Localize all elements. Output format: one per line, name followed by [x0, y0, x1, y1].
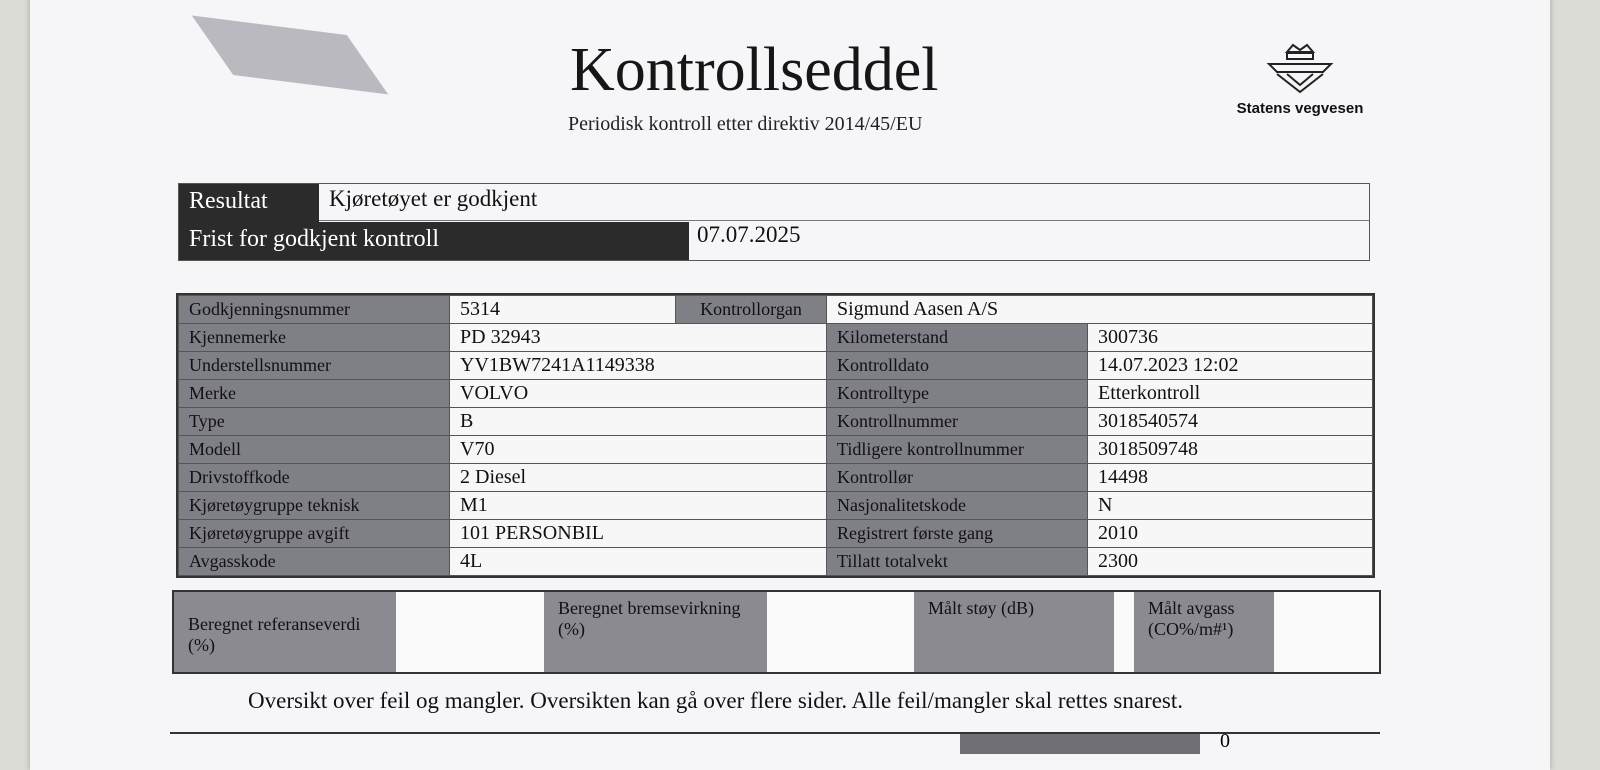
- vehicle-info-table: [176, 293, 1375, 578]
- table-row: [179, 380, 1373, 408]
- field-label: Kontrollnummer: [827, 408, 1088, 436]
- field-label: Type: [179, 408, 450, 436]
- exhaust-label: Målt avgass (CO%/m#¹): [1134, 592, 1274, 672]
- field-value: 3018509748: [1088, 436, 1373, 464]
- field-label: Registrert første gang: [827, 520, 1088, 548]
- field-value: 2 Diesel: [450, 464, 827, 492]
- result-label: Resultat: [179, 184, 319, 222]
- table-row: [179, 324, 1373, 352]
- field-label: Kontrolldato: [827, 352, 1088, 380]
- table-row: [179, 296, 1373, 324]
- field-value: 14.07.2023 12:02: [1088, 352, 1373, 380]
- defects-count: 0: [1220, 730, 1230, 752]
- field-value: N: [1088, 492, 1373, 520]
- field-value: 2010: [1088, 520, 1373, 548]
- field-label: Drivstoffkode: [179, 464, 450, 492]
- field-value: 3018540574: [1088, 408, 1373, 436]
- field-label: Kontrollør: [827, 464, 1088, 492]
- field-label: Understellsnummer: [179, 352, 450, 380]
- table-row: [179, 408, 1373, 436]
- field-value: 300736: [1088, 324, 1373, 352]
- reference-value-label: Beregnet referanseverdi (%): [174, 592, 396, 672]
- field-label: Merke: [179, 380, 450, 408]
- table-row: [179, 436, 1373, 464]
- overview-text: Oversikt over feil og mangler. Oversikten kan gå over flere sider. Alle feil/mangler skal rettes snarest.: [248, 688, 1184, 713]
- field-value: 4L: [450, 548, 827, 576]
- field-value: V70: [450, 436, 827, 464]
- decorative-stripe: [192, 16, 388, 95]
- field-label: Nasjonalitetskode: [827, 492, 1088, 520]
- table-row: [179, 464, 1373, 492]
- field-value: Etterkontroll: [1088, 380, 1373, 408]
- deadline-label: Frist for godkjent kontroll: [179, 222, 689, 260]
- field-label: Kjennemerke: [179, 324, 450, 352]
- noise-label: Målt støy (dB): [914, 592, 1114, 672]
- field-label: Modell: [179, 436, 450, 464]
- field-label: Kjøretøygruppe avgift: [179, 520, 450, 548]
- logo-text: Statens vegvesen: [1236, 100, 1364, 117]
- table-row: [179, 520, 1373, 548]
- control-body-value: Sigmund Aasen A/S: [827, 296, 1373, 324]
- defects-table-top: [170, 732, 1380, 754]
- field-value: M1: [450, 492, 827, 520]
- deadline-value: 07.07.2025: [697, 222, 801, 247]
- field-value: B: [450, 408, 827, 436]
- field-label: Avgasskode: [179, 548, 450, 576]
- approval-label: Godkjenningsnummer: [179, 296, 450, 324]
- result-box: [178, 183, 1370, 261]
- result-value: Kjøretøyet er godkjent: [329, 186, 538, 211]
- field-value: 101 PERSONBIL: [450, 520, 827, 548]
- field-value: 2300: [1088, 548, 1373, 576]
- field-value: 14498: [1088, 464, 1373, 492]
- field-value: YV1BW7241A1149338: [450, 352, 827, 380]
- table-row: [179, 492, 1373, 520]
- brake-effect-label: Beregnet bremsevirkning (%): [544, 592, 767, 672]
- statens-vegvesen-logo: [1210, 42, 1390, 117]
- table-row: [179, 548, 1373, 576]
- page-title: Kontrollseddel: [570, 36, 939, 104]
- control-body-label: Kontrollorgan: [676, 296, 827, 324]
- table-row: [179, 352, 1373, 380]
- measurement-row: [172, 590, 1381, 674]
- page-subtitle: Periodisk kontroll etter direktiv 2014/45/EU: [568, 113, 923, 135]
- field-label: Tillatt totalvekt: [827, 548, 1088, 576]
- field-label: Kilometerstand: [827, 324, 1088, 352]
- field-label: Kjøretøygruppe teknisk: [179, 492, 450, 520]
- divider: [319, 220, 1369, 221]
- field-value: PD 32943: [450, 324, 827, 352]
- approval-value: 5314: [450, 296, 676, 324]
- field-label: Tidligere kontrollnummer: [827, 436, 1088, 464]
- defects-header-cell: [960, 734, 1200, 754]
- field-value: VOLVO: [450, 380, 827, 408]
- crown-shield-icon: [1265, 42, 1335, 94]
- field-label: Kontrolltype: [827, 380, 1088, 408]
